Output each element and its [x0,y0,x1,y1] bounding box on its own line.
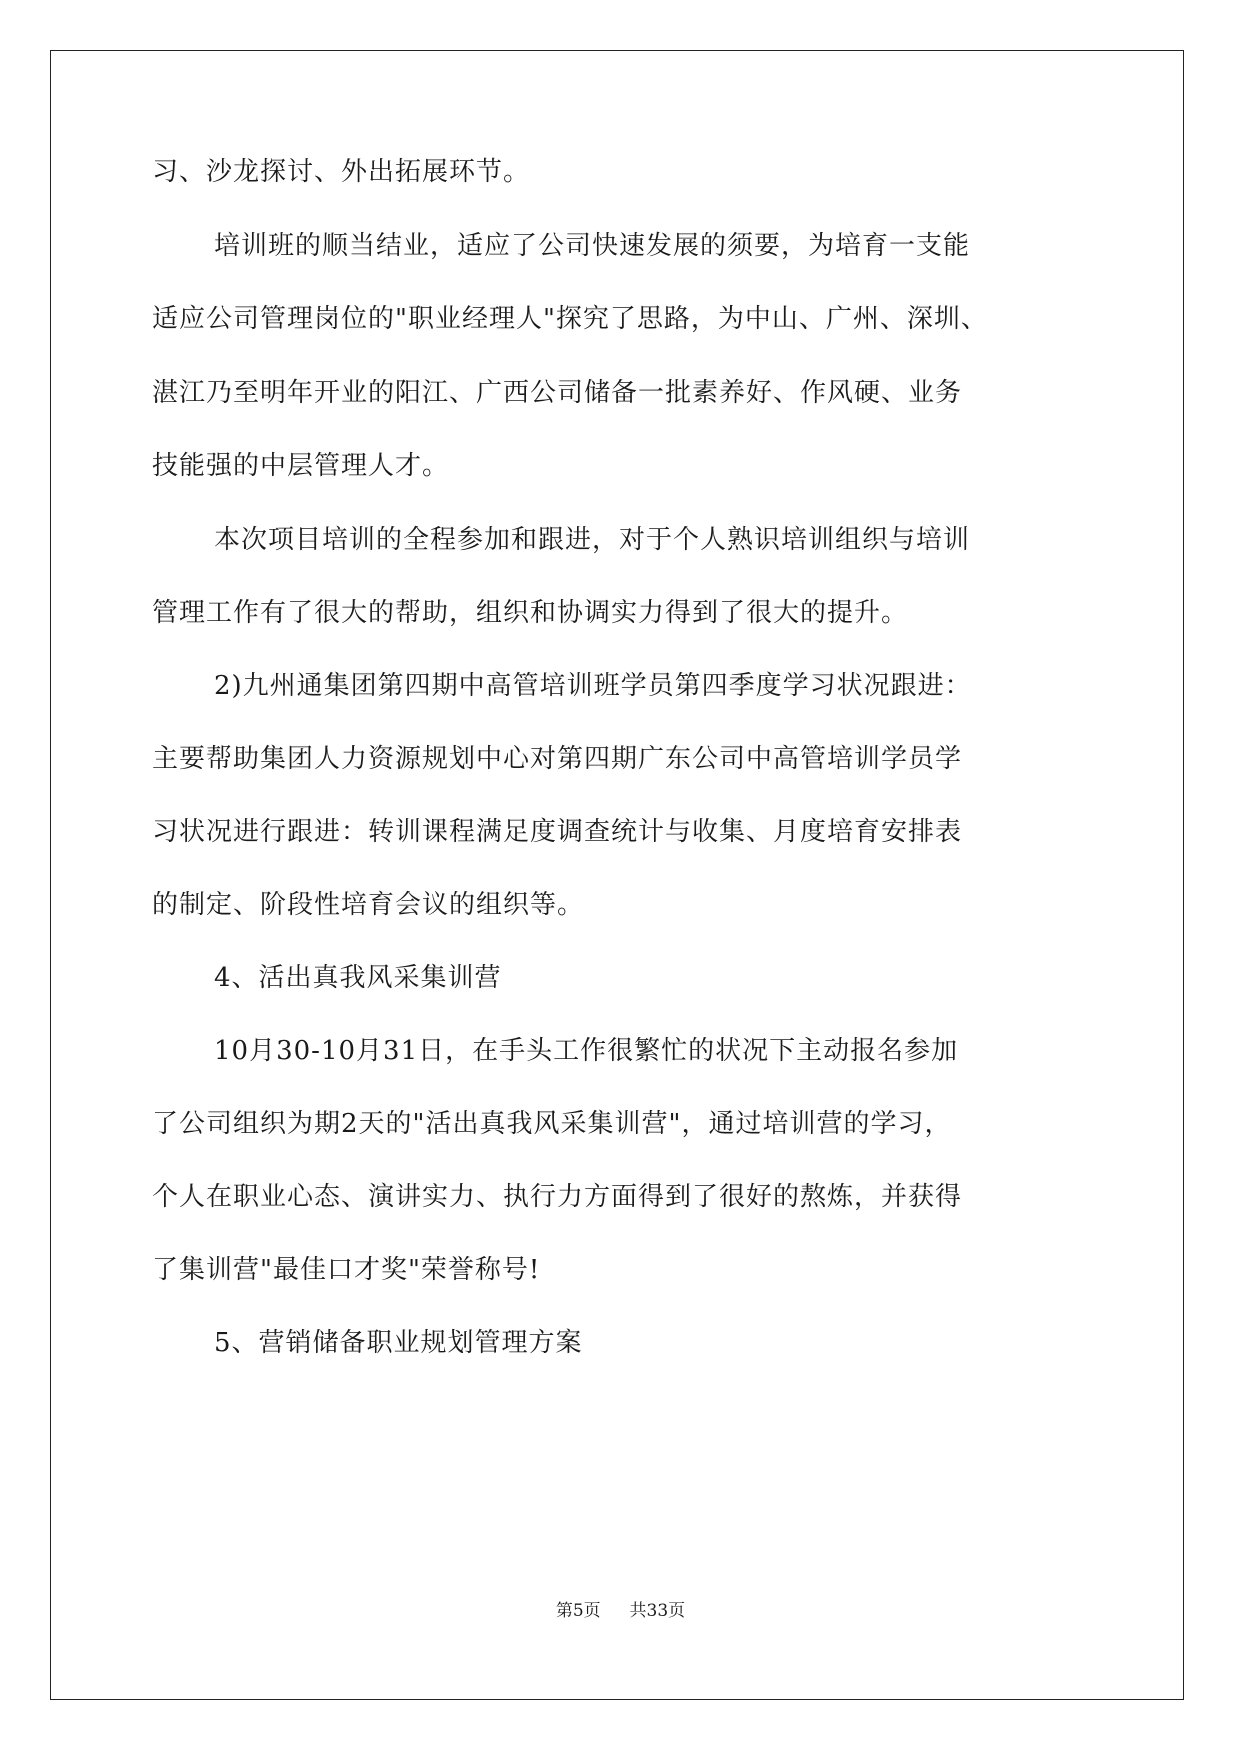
text-line: 湛江乃至明年开业的阳江、广西公司储备一批素养好、作风硬、业务 [152,378,963,408]
page-border [50,50,1184,1700]
text-line: 了公司组织为期2天的"活出真我风采集训营"，通过培训营的学习， [152,1109,952,1139]
text-line: 管理工作有了很大的帮助，组织和协调实力得到了很大的提升。 [152,598,909,628]
text-line: 技能强的中层管理人才。 [152,451,450,481]
page-total: 共33页 [629,1601,686,1621]
paragraph-start: 10月30-10月31日，在手头工作很繁忙的状况下主动报名参加 [214,1036,959,1066]
paragraph-start: 2)九州通集团第四期中高管培训班学员第四季度学习状况跟进： [214,671,972,701]
text-line: 习、沙龙探讨、外出拓展环节。 [152,157,531,187]
paragraph-start: 培训班的顺当结业，适应了公司快速发展的须要，为培育一支能 [214,231,971,261]
text-line: 的制定、阶段性培育会议的组织等。 [152,890,585,920]
text-line: 了集训营"最佳口才奖"荣誉称号! [152,1255,541,1285]
text-line: 习状况进行跟进：转训课程满足度调查统计与收集、月度培育安排表 [152,817,963,847]
text-line: 主要帮助集团人力资源规划中心对第四期广东公司中高管培训学员学 [152,744,963,774]
text-line: 适应公司管理岗位的"职业经理人"探究了思路，为中山、广州、深圳、 [152,304,988,334]
section-heading: 5、营销储备职业规划管理方案 [214,1328,583,1358]
text-line: 个人在职业心态、演讲实力、执行力方面得到了很好的熬炼，并获得 [152,1182,963,1212]
section-heading: 4、活出真我风采集训营 [214,963,502,993]
page-footer [0,1596,1241,1621]
paragraph-start: 本次项目培训的全程参加和跟进，对于个人熟识培训组织与培训 [214,525,971,555]
page-number: 第5页 [555,1601,601,1621]
